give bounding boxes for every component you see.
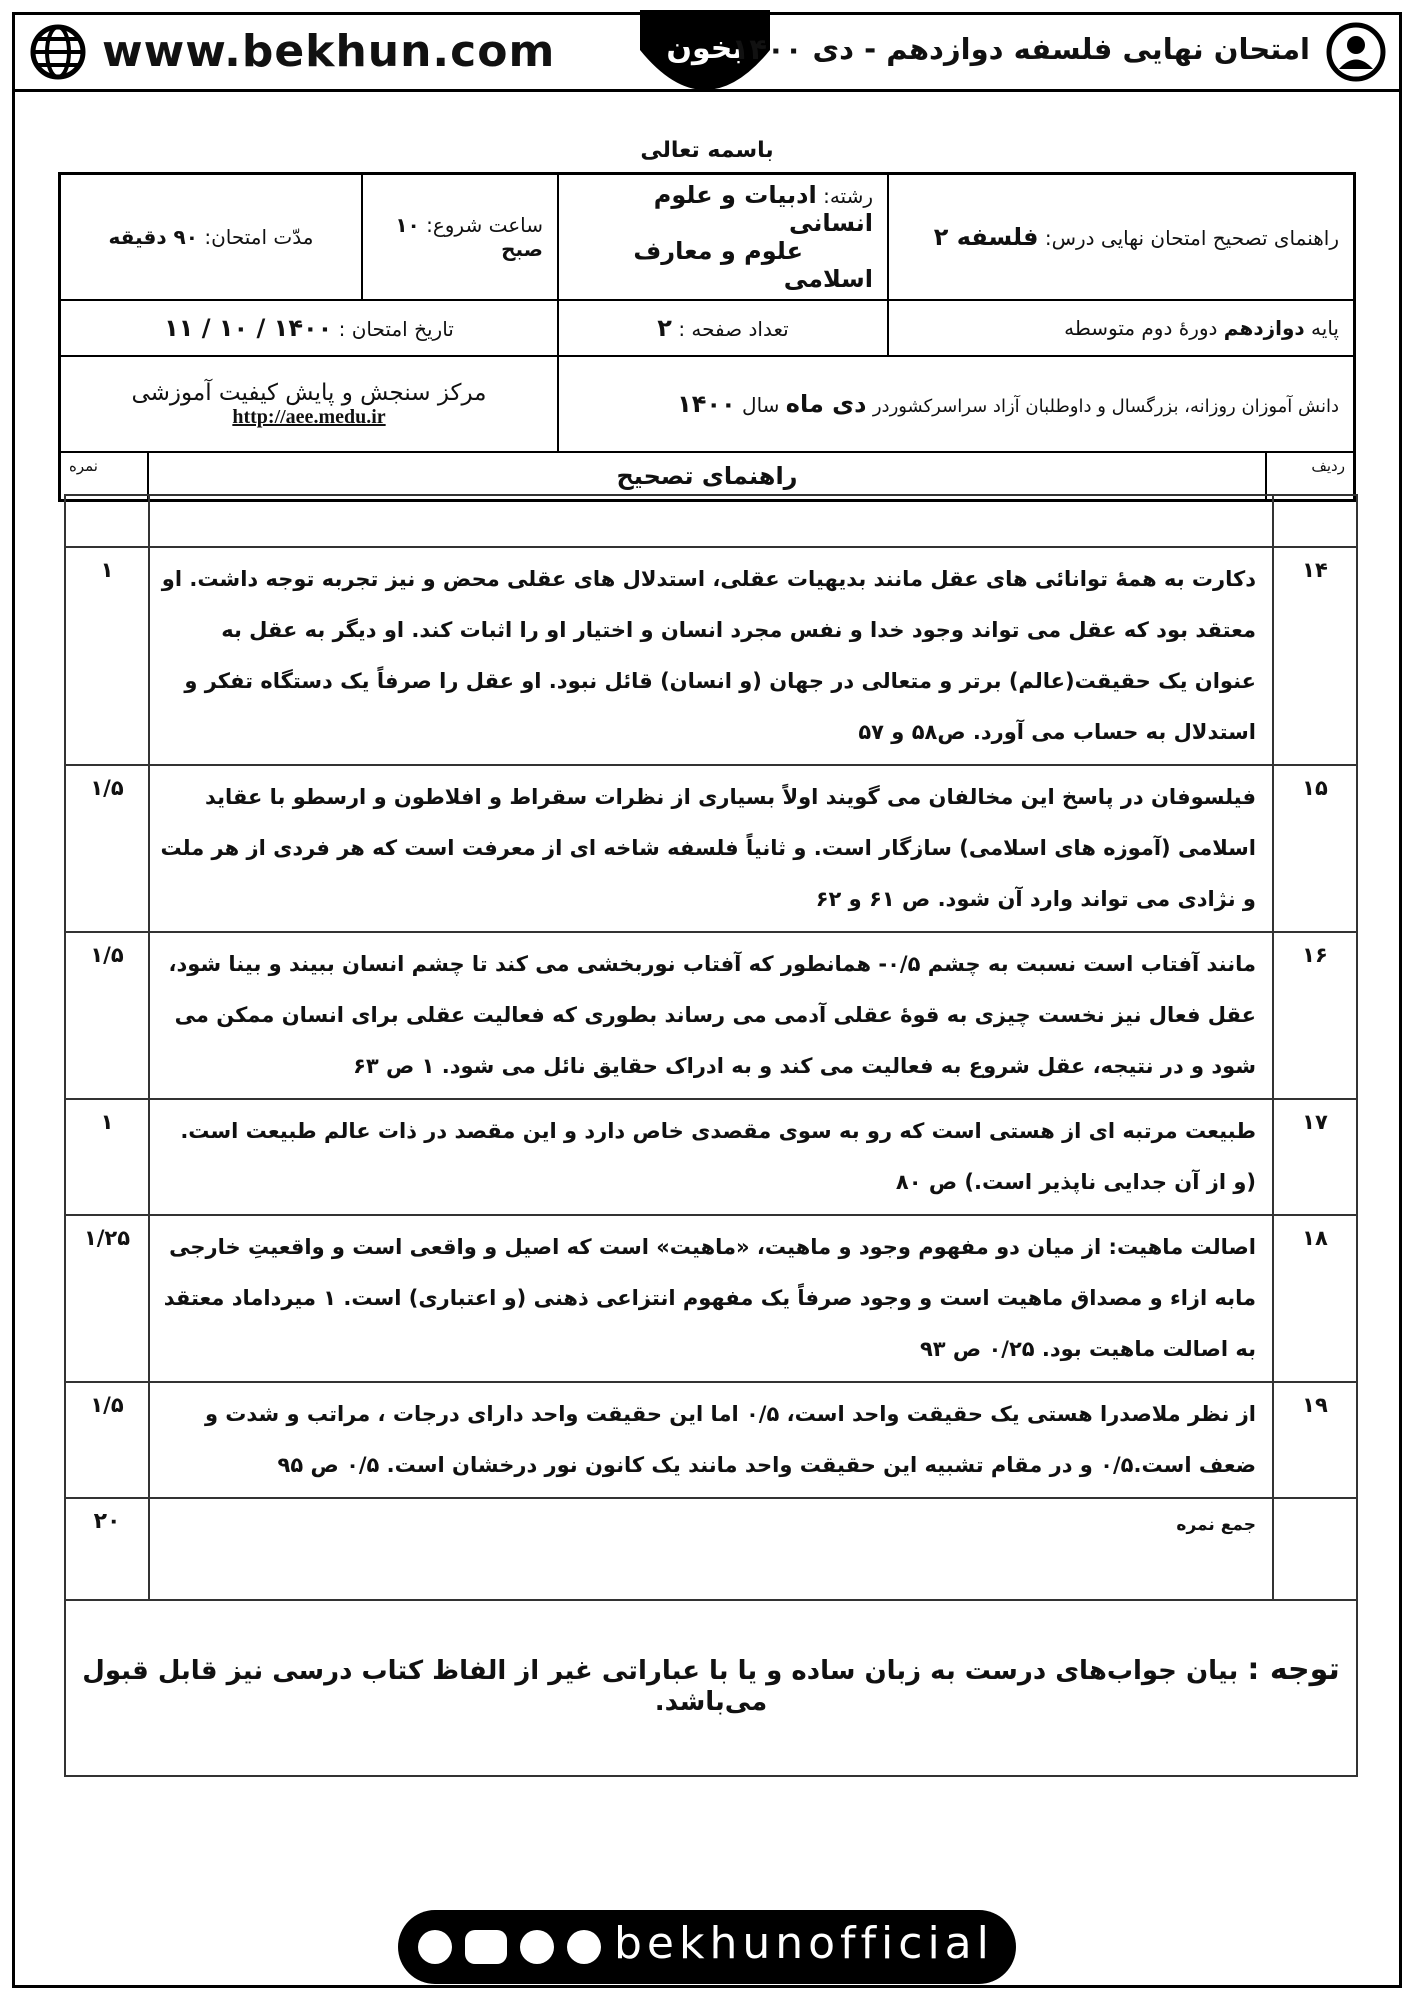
total-label: جمع نمره — [149, 1498, 1273, 1600]
pages-value: ۲ — [657, 314, 672, 342]
row-score: ۱/۵ — [65, 1382, 149, 1498]
instagram-icon[interactable] — [567, 1930, 601, 1964]
row-number: ۱۶ — [1273, 932, 1357, 1099]
row-score: ۱ — [65, 547, 149, 765]
answers-table — [64, 494, 1358, 1777]
date-label: تاریخ امتحان : — [338, 317, 454, 341]
row-score: ۱/۲۵ — [65, 1215, 149, 1382]
col-guide-header: راهنمای تصحیح — [616, 462, 798, 490]
duration-value: ۹۰ دقیقه — [108, 225, 198, 249]
answer-row — [65, 547, 1357, 765]
row-score: ۱/۵ — [65, 932, 149, 1099]
social-footer — [398, 1910, 1016, 1984]
field-label: رشته: — [823, 184, 873, 208]
start-value: ۱۰ صبح — [395, 213, 543, 261]
exam-month: دی ماه — [785, 390, 867, 418]
note-cell — [65, 1600, 1357, 1776]
field-2: علوم و معارف اسلامی — [633, 237, 873, 293]
answer-row — [65, 1215, 1357, 1382]
row-number: ۱۵ — [1273, 765, 1357, 932]
exam-header-table — [58, 172, 1356, 502]
field-1: ادبیات و علوم انسانی — [653, 181, 873, 237]
svg-text:بخون: بخون — [666, 31, 744, 66]
assessment-center: مرکز سنجش و پایش کیفیت آموزشی — [131, 379, 487, 406]
center-url[interactable]: http://aee.medu.ir — [232, 405, 386, 428]
answer-row — [65, 1382, 1357, 1498]
row-number: ۱۴ — [1273, 547, 1357, 765]
telegram-icon[interactable] — [520, 1930, 554, 1964]
exam-year: ۱۴۰۰ — [677, 390, 736, 418]
answer-row — [65, 1099, 1357, 1215]
answer-text: طبیعت مرتبه ای از هستی است که رو به سوی مقصدی خاص دارد و این مقصد در ذات عالم طبیعت است. (و از آن جدایی ناپذیر است.) ص ۸۰ — [149, 1099, 1273, 1215]
site-url[interactable]: www.bekhun.com — [102, 26, 556, 77]
answer-text: از نظر ملاصدرا هستی یک حقیقت واحد است، ۰/۵ اما این حقیقت واحد دارای درجات ، مراتب و شدت و ضعف است.۰/۵ و در مقام تشبیه این حقیقت واحد مانند یک کانون نور درخشان است. ۰/۵ ص ۹۵ — [149, 1382, 1273, 1498]
year-label: سال — [742, 393, 780, 417]
col-row-header: ردیف — [1265, 453, 1353, 499]
answer-row — [65, 932, 1357, 1099]
guide-label: راهنمای تصحیح امتحان نهایی درس: — [1044, 226, 1339, 250]
students-text: دانش آموزان روزانه، بزرگسال و داوطلبان آزاد سراسرکشوردر — [872, 396, 1339, 417]
grade-prefix: پایه — [1311, 316, 1339, 340]
youtube-icon[interactable] — [465, 1930, 507, 1964]
grade-value: دوازدهم — [1223, 316, 1305, 340]
answer-row — [65, 765, 1357, 932]
answer-text: فیلسوفان در پاسخ این مخالفان می گویند اولاً بسیاری از نظرات سقراط و افلاطون و ارسطو با عقاید اسلامی (آموزه های اسلامی) سازگار است. و ثانیاً فلسفه شاخه ای از معرفت است که هر فردی از هر ملت و نژادی می تواند وارد آن شود. ص ۶۱ و ۶۲ — [149, 765, 1273, 932]
social-handle[interactable]: bekhunofficial — [614, 1918, 994, 1969]
answer-text: اصالت ماهیت: از میان دو مفهوم وجود و ماهیت، «ماهیت» است که اصیل و واقعی است و واقعیتِ خارجی مابه ازاء و مصداق ماهیت است و وجود صرفاً یک مفهوم انتزاعی ذهنی (و اعتباری) است. ۱ میرداماد معتقد به اصالت ماهیت بود. ۰/۲۵ ص ۹۳ — [149, 1215, 1273, 1382]
answer-text: دکارت به همهٔ توانائی های عقل مانند بدیهیات عقلی، استدلال های عقلی محض و نیز تجربه توجه داشت. او معتقد بود که عقل می تواند وجود خدا و نفس مجرد انسان و اختیار او را اثبات کند. او دیگر به عقل به عنوان یک حقیقت(عالم) برتر و متعالی در جهان (و انسان) قائل نبود. او عقل را صرفاً یک دستگاه تفکر و استدلال به حساب می آورد. ص۵۸ و ۵۷ — [149, 547, 1273, 765]
exam-title: امتحان نهایی فلسفه دوازدهم - دی ۱۴۰۰ — [731, 32, 1310, 66]
row-number: ۱۹ — [1273, 1382, 1357, 1498]
course-name: فلسفه ۲ — [933, 223, 1039, 251]
answer-text: مانند آفتاب است نسبت به چشم ۰/۵- همانطور که آفتاب نوربخشی می کند تا چشم انسان ببیند و بینا شود، عقل فعال نیز نخست چیزی به قوهٔ عقلی آدمی می رساند بطوری که فعالیت عقلی برای انسان ممکن می شود و در نتیجه، عقل شروع به فعالیت می کند و به ادراک حقایق نائل می شود. ۱ ص ۶۳ — [149, 932, 1273, 1099]
bismillah-heading: باسمه تعالی — [640, 138, 774, 163]
note-label: توجه : — [1247, 1652, 1340, 1687]
date-value: ۱۴۰۰ / ۱۰ / ۱۱ — [164, 314, 333, 342]
pages-label: تعداد صفحه : — [678, 317, 789, 341]
total-score: ۲۰ — [65, 1498, 149, 1600]
aparat-icon[interactable] — [418, 1930, 452, 1964]
row-number: ۱۷ — [1273, 1099, 1357, 1215]
row-number: ۱۸ — [1273, 1215, 1357, 1382]
note-text: بیان جواب‌های درست به زبان ساده و یا با عباراتی غیر از الفاظ کتاب درسی نیز قابل قبول می‌باشد. — [82, 1656, 1239, 1717]
duration-label: مدّت امتحان: — [204, 225, 314, 249]
row-score: ۱/۵ — [65, 765, 149, 932]
user-icon — [1326, 22, 1386, 82]
grade-suffix: دورهٔ دوم متوسطه — [1064, 316, 1218, 340]
globe-icon — [30, 24, 86, 80]
col-score-header: نمره — [61, 453, 149, 499]
top-banner — [12, 12, 1402, 92]
start-label: ساعت شروع: — [426, 213, 543, 237]
row-score: ۱ — [65, 1099, 149, 1215]
